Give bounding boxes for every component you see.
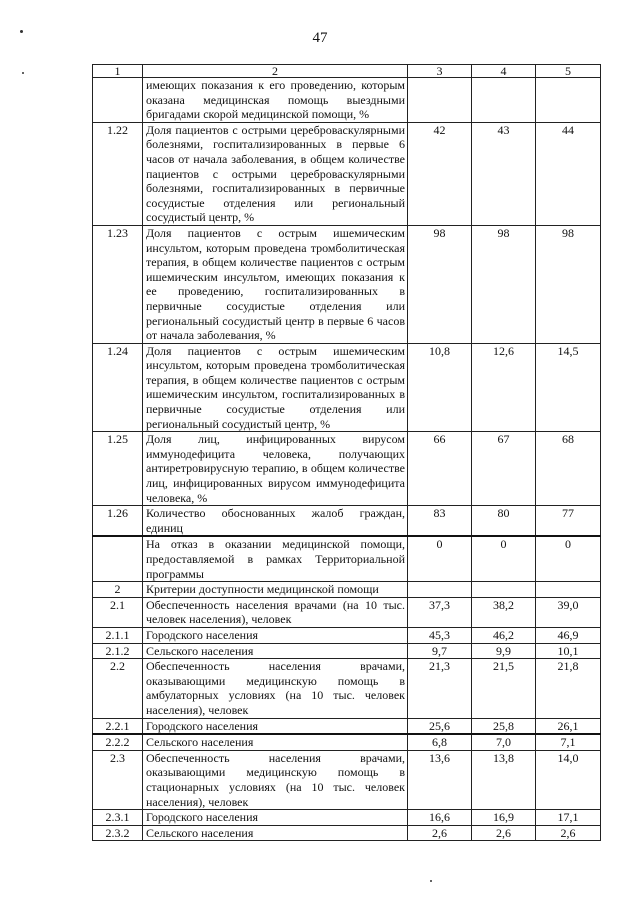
row-number-cell: 1.25 xyxy=(93,432,143,506)
value-2021-cell: 21,8 xyxy=(536,659,601,718)
value-2019-cell: 0 xyxy=(408,536,472,581)
value-2020-cell xyxy=(472,78,536,123)
value-2020-cell: 67 xyxy=(472,432,536,506)
value-2019-cell xyxy=(408,78,472,123)
value-2019-cell: 21,3 xyxy=(408,659,472,718)
value-2020-cell: 21,5 xyxy=(472,659,536,718)
header-cell: 2 xyxy=(143,65,408,78)
value-2021-cell: 39,0 xyxy=(536,597,601,627)
value-2019-cell: 45,3 xyxy=(408,627,472,643)
value-2021-cell xyxy=(536,78,601,123)
value-2021-cell: 10,1 xyxy=(536,643,601,659)
value-2021-cell: 2,6 xyxy=(536,825,601,841)
value-2021-cell: 14,0 xyxy=(536,750,601,809)
value-2021-cell: 7,1 xyxy=(536,734,601,750)
value-2021-cell: 77 xyxy=(536,506,601,537)
value-2019-cell: 9,7 xyxy=(408,643,472,659)
row-number-cell: 1.24 xyxy=(93,343,143,432)
value-2019-cell: 13,6 xyxy=(408,750,472,809)
criteria-table xyxy=(92,64,601,841)
value-2021-cell: 46,9 xyxy=(536,627,601,643)
row-description-cell: Количество обоснованных жалоб граждан, единиц xyxy=(143,506,408,537)
row-description-cell: Городского населения xyxy=(143,810,408,826)
row-number-cell: 2.2.2 xyxy=(93,734,143,750)
table-header-row xyxy=(93,65,601,78)
value-2020-cell: 16,9 xyxy=(472,810,536,826)
value-2019-cell: 83 xyxy=(408,506,472,537)
row-description-cell: Сельского населения xyxy=(143,734,408,750)
table-row xyxy=(93,582,601,598)
value-2020-cell: 9,9 xyxy=(472,643,536,659)
value-2020-cell: 12,6 xyxy=(472,343,536,432)
row-description-cell: Сельского населения xyxy=(143,825,408,841)
value-2020-cell: 2,6 xyxy=(472,825,536,841)
value-2020-cell: 25,8 xyxy=(472,718,536,734)
value-2019-cell: 66 xyxy=(408,432,472,506)
table-row xyxy=(93,506,601,537)
value-2020-cell: 0 xyxy=(472,536,536,581)
row-number-cell: 2.2.1 xyxy=(93,718,143,734)
table-row xyxy=(93,659,601,718)
row-number-cell: 1.23 xyxy=(93,225,143,343)
row-number-cell: 2.1.2 xyxy=(93,643,143,659)
row-description-cell: Доля пациентов с острым ишемическим инсультом, которым проведена тромболитическая терапия, в общем количестве пациентов с острым ишемическим инсультом, госпитализированных в первичные сосудистые отделения или региональный сосудистый центр, % xyxy=(143,343,408,432)
row-description-cell: Городского населения xyxy=(143,627,408,643)
table-row xyxy=(93,643,601,659)
row-number-cell xyxy=(93,536,143,581)
value-2019-cell: 6,8 xyxy=(408,734,472,750)
value-2021-cell xyxy=(536,582,601,598)
row-number-cell xyxy=(93,78,143,123)
header-cell: 3 xyxy=(408,65,472,78)
table-row xyxy=(93,627,601,643)
row-description-cell: Обеспеченность населения врачами, оказывающими медицинскую помощь в амбулаторных условиях (на 10 тыс. человек населения), человек xyxy=(143,659,408,718)
row-description-cell: Доля лиц, инфицированных вирусом иммунодефицита человека, получающих антиретровирусную терапию, в общем количестве лиц, инфицированных вирусом иммунодефицита человека, % xyxy=(143,432,408,506)
row-description-cell: На отказ в оказании медицинской помощи, предоставляемой в рамках Территориальной программы xyxy=(143,536,408,581)
scan-speck xyxy=(22,72,24,74)
row-number-cell: 2.2 xyxy=(93,659,143,718)
scan-speck xyxy=(20,30,23,33)
row-description-cell: имеющих показания к его проведению, которым оказана медицинская помощь выездными бригадами скорой медицинской помощи, % xyxy=(143,78,408,123)
row-number-cell: 1.26 xyxy=(93,506,143,537)
table-row xyxy=(93,432,601,506)
value-2021-cell: 14,5 xyxy=(536,343,601,432)
table-row xyxy=(93,536,601,581)
value-2019-cell: 16,6 xyxy=(408,810,472,826)
header-cell: 5 xyxy=(536,65,601,78)
row-number-cell: 2.1.1 xyxy=(93,627,143,643)
value-2020-cell: 7,0 xyxy=(472,734,536,750)
row-description-cell: Сельского населения xyxy=(143,643,408,659)
value-2019-cell: 37,3 xyxy=(408,597,472,627)
row-description-cell: Доля пациентов с острым ишемическим инсультом, которым проведена тромболитическая терапия, в общем количестве пациентов с острым ишемическим инсультом, имеющих показания к ее проведению, госпитализированных в первичные сосудистые отделения или региональный сосудистый центр в первые 6 часов от начала заболевания, % xyxy=(143,225,408,343)
table-row xyxy=(93,78,601,123)
row-number-cell: 2.3 xyxy=(93,750,143,809)
table-row xyxy=(93,122,601,225)
row-number-cell: 2.3.2 xyxy=(93,825,143,841)
value-2020-cell: 46,2 xyxy=(472,627,536,643)
value-2019-cell: 25,6 xyxy=(408,718,472,734)
header-cell: 1 xyxy=(93,65,143,78)
value-2021-cell: 17,1 xyxy=(536,810,601,826)
row-description-cell: Доля пациентов с острыми цереброваскулярными болезнями, госпитализированных в первые 6 часов от начала заболевания, в общем количестве пациентов с острыми цереброваскулярными болезнями, госпитализированных в первичные сосудистые отделения или региональный сосудистый центр, % xyxy=(143,122,408,225)
value-2021-cell: 44 xyxy=(536,122,601,225)
value-2019-cell: 98 xyxy=(408,225,472,343)
page-number: 47 xyxy=(312,30,328,46)
table-row xyxy=(93,225,601,343)
table-row xyxy=(93,750,601,809)
table-row xyxy=(93,825,601,841)
scan-speck xyxy=(430,880,432,882)
row-number-cell: 2.1 xyxy=(93,597,143,627)
row-number-cell: 1.22 xyxy=(93,122,143,225)
table-row xyxy=(93,597,601,627)
value-2020-cell: 13,8 xyxy=(472,750,536,809)
value-2020-cell: 80 xyxy=(472,506,536,537)
value-2020-cell: 38,2 xyxy=(472,597,536,627)
row-description-cell: Обеспеченность населения врачами, оказывающими медицинскую помощь в стационарных условиях (на 10 тыс. человек населения), человек xyxy=(143,750,408,809)
row-description-cell: Критерии доступности медицинской помощи xyxy=(143,582,408,598)
row-number-cell: 2 xyxy=(93,582,143,598)
row-description-cell: Обеспеченность населения врачами (на 10 тыс. человек населения), человек xyxy=(143,597,408,627)
header-cell: 4 xyxy=(472,65,536,78)
table-row xyxy=(93,734,601,750)
value-2020-cell: 43 xyxy=(472,122,536,225)
value-2021-cell: 0 xyxy=(536,536,601,581)
value-2021-cell: 26,1 xyxy=(536,718,601,734)
value-2019-cell xyxy=(408,582,472,598)
value-2021-cell: 98 xyxy=(536,225,601,343)
value-2021-cell: 68 xyxy=(536,432,601,506)
value-2019-cell: 42 xyxy=(408,122,472,225)
value-2019-cell: 2,6 xyxy=(408,825,472,841)
table-row xyxy=(93,718,601,734)
row-number-cell: 2.3.1 xyxy=(93,810,143,826)
row-description-cell: Городского населения xyxy=(143,718,408,734)
value-2019-cell: 10,8 xyxy=(408,343,472,432)
table-row xyxy=(93,810,601,826)
value-2020-cell: 98 xyxy=(472,225,536,343)
table-row xyxy=(93,343,601,432)
value-2020-cell xyxy=(472,582,536,598)
